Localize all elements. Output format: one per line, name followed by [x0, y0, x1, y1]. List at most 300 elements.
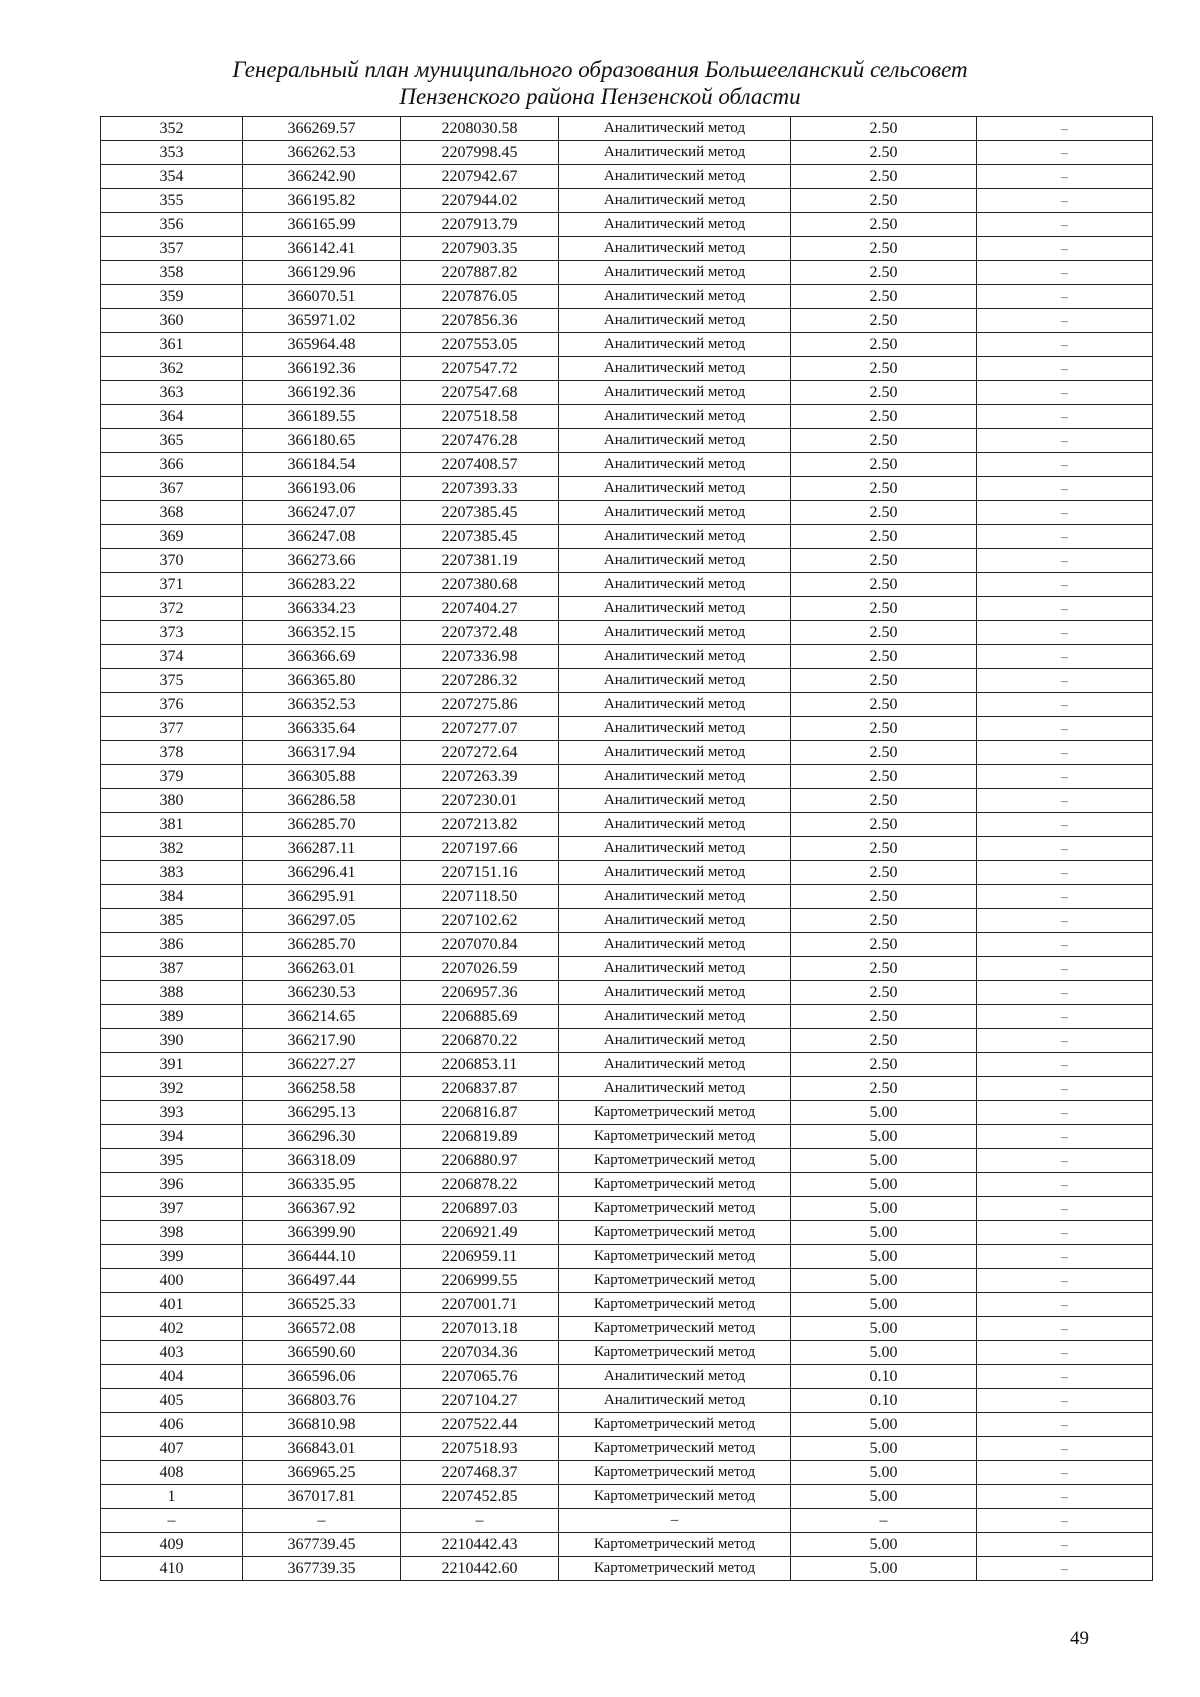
- x-coordinate-cell: 366297.05: [243, 909, 401, 933]
- y-coordinate-cell: 2207380.68: [401, 573, 559, 597]
- point-number-cell: 386: [101, 933, 243, 957]
- method-cell: Аналитический метод: [559, 405, 791, 429]
- y-coordinate-cell: 2206819.89: [401, 1125, 559, 1149]
- accuracy-cell: 0.10: [791, 1389, 977, 1413]
- description-cell: –: [977, 717, 1153, 741]
- method-cell: Аналитический метод: [559, 285, 791, 309]
- accuracy-cell: 2.50: [791, 1053, 977, 1077]
- y-coordinate-cell: 2207070.84: [401, 933, 559, 957]
- accuracy-cell: 5.00: [791, 1293, 977, 1317]
- x-coordinate-cell: 366180.65: [243, 429, 401, 453]
- point-number-cell: 372: [101, 597, 243, 621]
- point-number-cell: 367: [101, 477, 243, 501]
- table-row: [101, 165, 1153, 189]
- accuracy-cell: 5.00: [791, 1269, 977, 1293]
- table-row: [101, 1317, 1153, 1341]
- method-cell: Аналитический метод: [559, 669, 791, 693]
- document-header: [0, 56, 1200, 110]
- x-coordinate-cell: 366195.82: [243, 189, 401, 213]
- description-cell: –: [977, 549, 1153, 573]
- accuracy-cell: 2.50: [791, 261, 977, 285]
- point-number-cell: 362: [101, 357, 243, 381]
- x-coordinate-cell: 366258.58: [243, 1077, 401, 1101]
- y-coordinate-cell: 2207118.50: [401, 885, 559, 909]
- description-cell: –: [977, 837, 1153, 861]
- accuracy-cell: 2.50: [791, 1077, 977, 1101]
- description-cell: –: [977, 501, 1153, 525]
- method-cell: Аналитический метод: [559, 333, 791, 357]
- y-coordinate-cell: 2206957.36: [401, 981, 559, 1005]
- accuracy-cell: 2.50: [791, 981, 977, 1005]
- accuracy-cell: 2.50: [791, 453, 977, 477]
- y-coordinate-cell: 2207336.98: [401, 645, 559, 669]
- x-coordinate-cell: 366572.08: [243, 1317, 401, 1341]
- y-coordinate-cell: 2207065.76: [401, 1365, 559, 1389]
- description-cell: –: [977, 1005, 1153, 1029]
- point-number-cell: 400: [101, 1269, 243, 1293]
- table-row: [101, 189, 1153, 213]
- description-cell: –: [977, 1293, 1153, 1317]
- point-number-cell: 402: [101, 1317, 243, 1341]
- accuracy-cell: 2.50: [791, 573, 977, 597]
- method-cell: Аналитический метод: [559, 237, 791, 261]
- y-coordinate-cell: 2210442.43: [401, 1533, 559, 1557]
- method-cell: Аналитический метод: [559, 885, 791, 909]
- y-coordinate-cell: 2207026.59: [401, 957, 559, 981]
- accuracy-cell: 2.50: [791, 693, 977, 717]
- method-cell: Аналитический метод: [559, 1389, 791, 1413]
- point-number-cell: 407: [101, 1437, 243, 1461]
- y-coordinate-cell: 2207903.35: [401, 237, 559, 261]
- point-number-cell: 388: [101, 981, 243, 1005]
- table-row: [101, 1341, 1153, 1365]
- method-cell: Аналитический метод: [559, 1029, 791, 1053]
- method-cell: Картометрический метод: [559, 1221, 791, 1245]
- description-cell: –: [977, 429, 1153, 453]
- x-coordinate-cell: 366296.30: [243, 1125, 401, 1149]
- x-coordinate-cell: 366285.70: [243, 813, 401, 837]
- y-coordinate-cell: 2207944.02: [401, 189, 559, 213]
- accuracy-cell: 5.00: [791, 1149, 977, 1173]
- table-row: [101, 261, 1153, 285]
- x-coordinate-cell: 366070.51: [243, 285, 401, 309]
- method-cell: Аналитический метод: [559, 309, 791, 333]
- description-cell: –: [977, 357, 1153, 381]
- x-coordinate-cell: 366295.91: [243, 885, 401, 909]
- y-coordinate-cell: 2207913.79: [401, 213, 559, 237]
- accuracy-cell: 2.50: [791, 333, 977, 357]
- table-row: [101, 1245, 1153, 1269]
- description-cell: –: [977, 453, 1153, 477]
- x-coordinate-cell: 366273.66: [243, 549, 401, 573]
- x-coordinate-cell: 366193.06: [243, 477, 401, 501]
- x-coordinate-cell: 366444.10: [243, 1245, 401, 1269]
- table-row: [101, 909, 1153, 933]
- table-row: [101, 1125, 1153, 1149]
- description-cell: –: [977, 1245, 1153, 1269]
- x-coordinate-cell: 366335.95: [243, 1173, 401, 1197]
- description-cell: –: [977, 885, 1153, 909]
- point-number-cell: 357: [101, 237, 243, 261]
- y-coordinate-cell: 2207998.45: [401, 141, 559, 165]
- accuracy-cell: 2.50: [791, 909, 977, 933]
- y-coordinate-cell: 2207518.93: [401, 1437, 559, 1461]
- method-cell: Картометрический метод: [559, 1269, 791, 1293]
- accuracy-cell: 2.50: [791, 645, 977, 669]
- x-coordinate-cell: 366286.58: [243, 789, 401, 813]
- y-coordinate-cell: 2206837.87: [401, 1077, 559, 1101]
- description-cell: –: [977, 1365, 1153, 1389]
- point-number-cell: 383: [101, 861, 243, 885]
- x-coordinate-cell: 366189.55: [243, 405, 401, 429]
- accuracy-cell: 5.00: [791, 1221, 977, 1245]
- point-number-cell: 395: [101, 1149, 243, 1173]
- y-coordinate-cell: 2207213.82: [401, 813, 559, 837]
- method-cell: Аналитический метод: [559, 789, 791, 813]
- method-cell: Аналитический метод: [559, 597, 791, 621]
- x-coordinate-cell: 366285.70: [243, 933, 401, 957]
- x-coordinate-cell: 366129.96: [243, 261, 401, 285]
- description-cell: –: [977, 1149, 1153, 1173]
- table-row: [101, 453, 1153, 477]
- coordinates-table: [100, 116, 1153, 1581]
- point-number-cell: 356: [101, 213, 243, 237]
- point-number-cell: 363: [101, 381, 243, 405]
- accuracy-cell: 2.50: [791, 885, 977, 909]
- point-number-cell: 410: [101, 1557, 243, 1581]
- point-number-cell: 405: [101, 1389, 243, 1413]
- method-cell: Картометрический метод: [559, 1557, 791, 1581]
- x-coordinate-cell: 366334.23: [243, 597, 401, 621]
- accuracy-cell: 5.00: [791, 1125, 977, 1149]
- point-number-cell: 377: [101, 717, 243, 741]
- method-cell: Аналитический метод: [559, 1053, 791, 1077]
- point-number-cell: 373: [101, 621, 243, 645]
- table-row: [101, 1365, 1153, 1389]
- point-number-cell: 382: [101, 837, 243, 861]
- y-coordinate-cell: 2207452.85: [401, 1485, 559, 1509]
- table-row: [101, 405, 1153, 429]
- method-cell: Аналитический метод: [559, 357, 791, 381]
- method-cell: Картометрический метод: [559, 1461, 791, 1485]
- description-cell: –: [977, 237, 1153, 261]
- y-coordinate-cell: 2207013.18: [401, 1317, 559, 1341]
- header-line-1: Генеральный план муниципального образования Большееланский сельсовет: [232, 57, 968, 82]
- table-row: [101, 1053, 1153, 1077]
- table-row: [101, 1005, 1153, 1029]
- accuracy-cell: 2.50: [791, 405, 977, 429]
- y-coordinate-cell: 2206870.22: [401, 1029, 559, 1053]
- method-cell: Аналитический метод: [559, 933, 791, 957]
- point-number-cell: 409: [101, 1533, 243, 1557]
- table-row: [101, 1461, 1153, 1485]
- method-cell: Аналитический метод: [559, 957, 791, 981]
- y-coordinate-cell: 2206921.49: [401, 1221, 559, 1245]
- table-row: [101, 501, 1153, 525]
- accuracy-cell: 5.00: [791, 1197, 977, 1221]
- method-cell: Аналитический метод: [559, 1005, 791, 1029]
- description-cell: –: [977, 189, 1153, 213]
- method-cell: Аналитический метод: [559, 573, 791, 597]
- accuracy-cell: 2.50: [791, 525, 977, 549]
- accuracy-cell: 2.50: [791, 309, 977, 333]
- x-coordinate-cell: 366965.25: [243, 1461, 401, 1485]
- point-number-cell: 371: [101, 573, 243, 597]
- accuracy-cell: 2.50: [791, 813, 977, 837]
- y-coordinate-cell: 2207942.67: [401, 165, 559, 189]
- point-number-cell: 406: [101, 1413, 243, 1437]
- accuracy-cell: 5.00: [791, 1533, 977, 1557]
- y-coordinate-cell: 2207547.68: [401, 381, 559, 405]
- description-cell: –: [977, 813, 1153, 837]
- accuracy-cell: 5.00: [791, 1413, 977, 1437]
- method-cell: Картометрический метод: [559, 1149, 791, 1173]
- point-number-cell: 391: [101, 1053, 243, 1077]
- description-cell: –: [977, 1437, 1153, 1461]
- table-row: [101, 237, 1153, 261]
- table-row: [101, 1221, 1153, 1245]
- table-row: [101, 525, 1153, 549]
- description-cell: –: [977, 933, 1153, 957]
- accuracy-cell: 2.50: [791, 861, 977, 885]
- point-number-cell: 354: [101, 165, 243, 189]
- description-cell: –: [977, 1509, 1153, 1533]
- x-coordinate-cell: 366295.13: [243, 1101, 401, 1125]
- method-cell: Аналитический метод: [559, 765, 791, 789]
- x-coordinate-cell: 366184.54: [243, 453, 401, 477]
- y-coordinate-cell: 2206897.03: [401, 1197, 559, 1221]
- accuracy-cell: 2.50: [791, 1029, 977, 1053]
- description-cell: –: [977, 1053, 1153, 1077]
- accuracy-cell: 2.50: [791, 381, 977, 405]
- description-cell: –: [977, 525, 1153, 549]
- y-coordinate-cell: 2207272.64: [401, 741, 559, 765]
- description-cell: –: [977, 645, 1153, 669]
- description-cell: –: [977, 1317, 1153, 1341]
- x-coordinate-cell: 366262.53: [243, 141, 401, 165]
- accuracy-cell: 2.50: [791, 165, 977, 189]
- method-cell: Картометрический метод: [559, 1341, 791, 1365]
- y-coordinate-cell: 2207034.36: [401, 1341, 559, 1365]
- y-coordinate-cell: 2207547.72: [401, 357, 559, 381]
- accuracy-cell: –: [791, 1509, 977, 1533]
- point-number-cell: 393: [101, 1101, 243, 1125]
- method-cell: Аналитический метод: [559, 645, 791, 669]
- point-number-cell: 385: [101, 909, 243, 933]
- y-coordinate-cell: 2206880.97: [401, 1149, 559, 1173]
- y-coordinate-cell: 2207876.05: [401, 285, 559, 309]
- description-cell: –: [977, 573, 1153, 597]
- description-cell: –: [977, 765, 1153, 789]
- x-coordinate-cell: 366192.36: [243, 357, 401, 381]
- table-row: [101, 1029, 1153, 1053]
- point-number-cell: 374: [101, 645, 243, 669]
- table-row: [101, 477, 1153, 501]
- method-cell: Картометрический метод: [559, 1413, 791, 1437]
- point-number-cell: 401: [101, 1293, 243, 1317]
- point-number-cell: 380: [101, 789, 243, 813]
- point-number-cell: 399: [101, 1245, 243, 1269]
- description-cell: –: [977, 1125, 1153, 1149]
- table-row: [101, 813, 1153, 837]
- description-cell: –: [977, 1389, 1153, 1413]
- method-cell: Аналитический метод: [559, 165, 791, 189]
- y-coordinate-cell: 2207197.66: [401, 837, 559, 861]
- table-row: [101, 717, 1153, 741]
- x-coordinate-cell: 365971.02: [243, 309, 401, 333]
- method-cell: Аналитический метод: [559, 525, 791, 549]
- description-cell: –: [977, 981, 1153, 1005]
- method-cell: Аналитический метод: [559, 1077, 791, 1101]
- point-number-cell: 392: [101, 1077, 243, 1101]
- description-cell: –: [977, 741, 1153, 765]
- accuracy-cell: 5.00: [791, 1557, 977, 1581]
- description-cell: –: [977, 1557, 1153, 1581]
- description-cell: –: [977, 957, 1153, 981]
- x-coordinate-cell: 366497.44: [243, 1269, 401, 1293]
- y-coordinate-cell: 2207286.32: [401, 669, 559, 693]
- table-row: [101, 933, 1153, 957]
- point-number-cell: 370: [101, 549, 243, 573]
- x-coordinate-cell: 366269.57: [243, 117, 401, 141]
- point-number-cell: 366: [101, 453, 243, 477]
- y-coordinate-cell: 2210442.60: [401, 1557, 559, 1581]
- x-coordinate-cell: 366596.06: [243, 1365, 401, 1389]
- method-cell: Аналитический метод: [559, 621, 791, 645]
- description-cell: –: [977, 597, 1153, 621]
- description-cell: –: [977, 1413, 1153, 1437]
- y-coordinate-cell: 2207408.57: [401, 453, 559, 477]
- table-row: [101, 837, 1153, 861]
- x-coordinate-cell: 366192.36: [243, 381, 401, 405]
- y-coordinate-cell: 2207263.39: [401, 765, 559, 789]
- x-coordinate-cell: 366352.53: [243, 693, 401, 717]
- point-number-cell: 389: [101, 1005, 243, 1029]
- table-row: [101, 789, 1153, 813]
- table-row: [101, 1533, 1153, 1557]
- table-row: [101, 621, 1153, 645]
- x-coordinate-cell: 366230.53: [243, 981, 401, 1005]
- x-coordinate-cell: 366247.08: [243, 525, 401, 549]
- table-row: [101, 957, 1153, 981]
- method-cell: Аналитический метод: [559, 117, 791, 141]
- method-cell: Аналитический метод: [559, 141, 791, 165]
- table-row: [101, 693, 1153, 717]
- table-row: [101, 1389, 1153, 1413]
- description-cell: –: [977, 1533, 1153, 1557]
- y-coordinate-cell: 2207887.82: [401, 261, 559, 285]
- x-coordinate-cell: 366296.41: [243, 861, 401, 885]
- y-coordinate-cell: 2207001.71: [401, 1293, 559, 1317]
- method-cell: Аналитический метод: [559, 981, 791, 1005]
- x-coordinate-cell: 366217.90: [243, 1029, 401, 1053]
- description-cell: –: [977, 1269, 1153, 1293]
- x-coordinate-cell: 366317.94: [243, 741, 401, 765]
- y-coordinate-cell: 2207277.07: [401, 717, 559, 741]
- point-number-cell: 404: [101, 1365, 243, 1389]
- x-coordinate-cell: 366366.69: [243, 645, 401, 669]
- page-number: 49: [1070, 1628, 1089, 1649]
- table-row: [101, 645, 1153, 669]
- point-number-cell: 381: [101, 813, 243, 837]
- y-coordinate-cell: 2207518.58: [401, 405, 559, 429]
- method-cell: Аналитический метод: [559, 429, 791, 453]
- accuracy-cell: 2.50: [791, 141, 977, 165]
- accuracy-cell: 2.50: [791, 501, 977, 525]
- description-cell: –: [977, 477, 1153, 501]
- description-cell: –: [977, 117, 1153, 141]
- table-row: [101, 1149, 1153, 1173]
- point-number-cell: 358: [101, 261, 243, 285]
- method-cell: Картометрический метод: [559, 1197, 791, 1221]
- table-row: [101, 357, 1153, 381]
- accuracy-cell: 2.50: [791, 597, 977, 621]
- accuracy-cell: 5.00: [791, 1101, 977, 1125]
- table-row: [101, 1197, 1153, 1221]
- table-row: [101, 1413, 1153, 1437]
- method-cell: Картометрический метод: [559, 1245, 791, 1269]
- table-row: [101, 1557, 1153, 1581]
- x-coordinate-cell: 366352.15: [243, 621, 401, 645]
- table-row: [101, 117, 1153, 141]
- description-cell: –: [977, 309, 1153, 333]
- table-row: [101, 333, 1153, 357]
- point-number-cell: 353: [101, 141, 243, 165]
- point-number-cell: 368: [101, 501, 243, 525]
- y-coordinate-cell: 2208030.58: [401, 117, 559, 141]
- y-coordinate-cell: 2207151.16: [401, 861, 559, 885]
- method-cell: Аналитический метод: [559, 189, 791, 213]
- method-cell: Аналитический метод: [559, 837, 791, 861]
- y-coordinate-cell: 2207522.44: [401, 1413, 559, 1437]
- x-coordinate-cell: 367739.35: [243, 1557, 401, 1581]
- y-coordinate-cell: 2207230.01: [401, 789, 559, 813]
- x-coordinate-cell: 367739.45: [243, 1533, 401, 1557]
- table-row: [101, 1077, 1153, 1101]
- method-cell: Аналитический метод: [559, 909, 791, 933]
- description-cell: –: [977, 405, 1153, 429]
- table-row: [101, 381, 1153, 405]
- description-cell: –: [977, 1341, 1153, 1365]
- table-row: [101, 597, 1153, 621]
- table-row: [101, 1269, 1153, 1293]
- y-coordinate-cell: 2207476.28: [401, 429, 559, 453]
- point-number-cell: 376: [101, 693, 243, 717]
- accuracy-cell: 2.50: [791, 789, 977, 813]
- accuracy-cell: 5.00: [791, 1461, 977, 1485]
- y-coordinate-cell: 2207372.48: [401, 621, 559, 645]
- description-cell: –: [977, 1197, 1153, 1221]
- header-line-2: Пензенского района Пензенской области: [399, 84, 801, 109]
- y-coordinate-cell: 2207275.86: [401, 693, 559, 717]
- method-cell: Картометрический метод: [559, 1173, 791, 1197]
- description-cell: –: [977, 1029, 1153, 1053]
- x-coordinate-cell: 366367.92: [243, 1197, 401, 1221]
- table-row: [101, 1509, 1153, 1533]
- point-number-cell: 384: [101, 885, 243, 909]
- accuracy-cell: 5.00: [791, 1173, 977, 1197]
- point-number-cell: 396: [101, 1173, 243, 1197]
- accuracy-cell: 5.00: [791, 1341, 977, 1365]
- x-coordinate-cell: 366142.41: [243, 237, 401, 261]
- y-coordinate-cell: 2206853.11: [401, 1053, 559, 1077]
- table-row: [101, 141, 1153, 165]
- accuracy-cell: 2.50: [791, 477, 977, 501]
- description-cell: –: [977, 789, 1153, 813]
- accuracy-cell: 2.50: [791, 285, 977, 309]
- x-coordinate-cell: 366305.88: [243, 765, 401, 789]
- x-coordinate-cell: 366525.33: [243, 1293, 401, 1317]
